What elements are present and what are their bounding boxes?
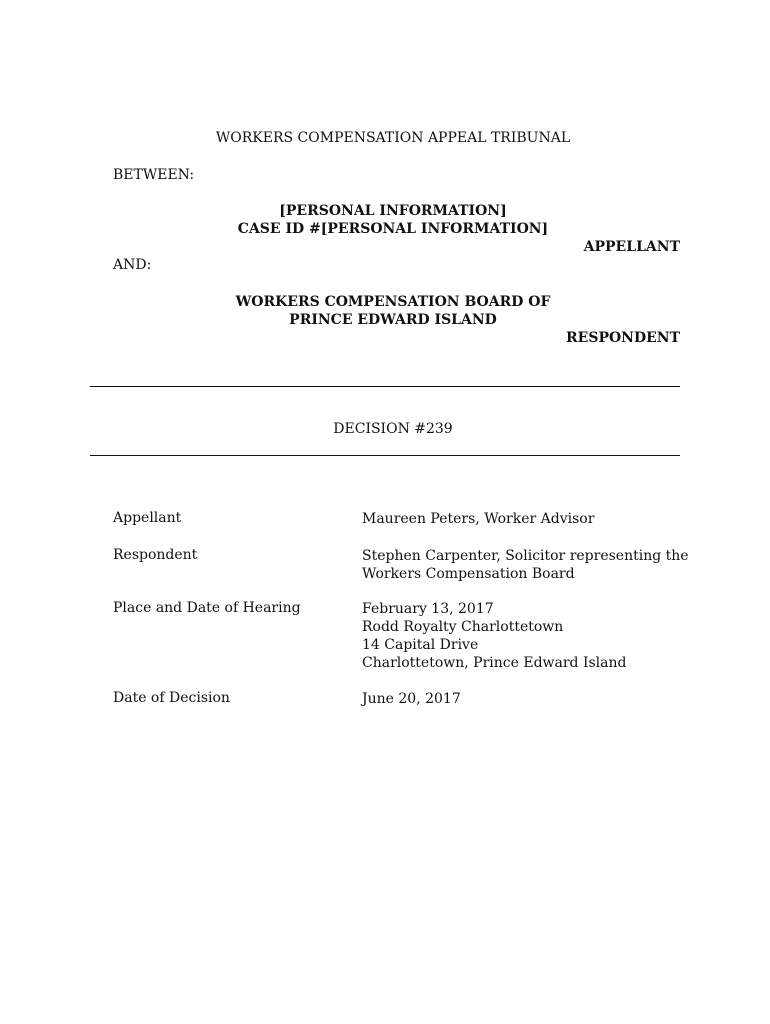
detail-value-hearing [362,600,626,672]
detail-label-decision-date: Date of Decision [113,690,230,706]
detail-line: Maureen Peters, Worker Advisor [362,511,595,527]
detail-value-respondent [362,547,689,583]
respondent-name-line1: WORKERS COMPENSATION BOARD OF [235,294,551,310]
respondent-role: RESPONDENT [566,330,680,346]
tribunal-title: WORKERS COMPENSATION APPEAL TRIBUNAL [215,130,571,146]
stray-mark: . [89,380,92,389]
decision-title: DECISION #239 [333,421,453,437]
detail-label-appellant: Appellant [113,510,182,526]
detail-value-appellant [362,510,594,528]
top-divider [90,386,680,387]
detail-line: 14 Capital Drive [362,637,479,653]
detail-line: Charlottetown, Prince Edward Island [362,655,627,671]
detail-line: June 20, 2017 [362,691,461,707]
detail-value-decision-date [362,690,461,708]
appellant-case-id: CASE ID #[PERSONAL INFORMATION] [237,221,549,237]
detail-line: Rodd Royalty Charlottetown [362,619,564,635]
detail-label-respondent: Respondent [113,547,198,563]
detail-label-hearing: Place and Date of Hearing [113,600,301,616]
respondent-name-line2: PRINCE EDWARD ISLAND [289,312,497,328]
detail-line: Stephen Carpenter, Solicitor representing the [362,548,689,564]
detail-line: Workers Compensation Board [362,566,575,582]
between-label: BETWEEN: [113,167,195,183]
appellant-name: [PERSONAL INFORMATION] [279,203,507,219]
bottom-divider [90,455,680,456]
appellant-role: APPELLANT [583,239,680,255]
and-label: AND: [113,257,152,273]
detail-line: February 13, 2017 [362,601,494,617]
